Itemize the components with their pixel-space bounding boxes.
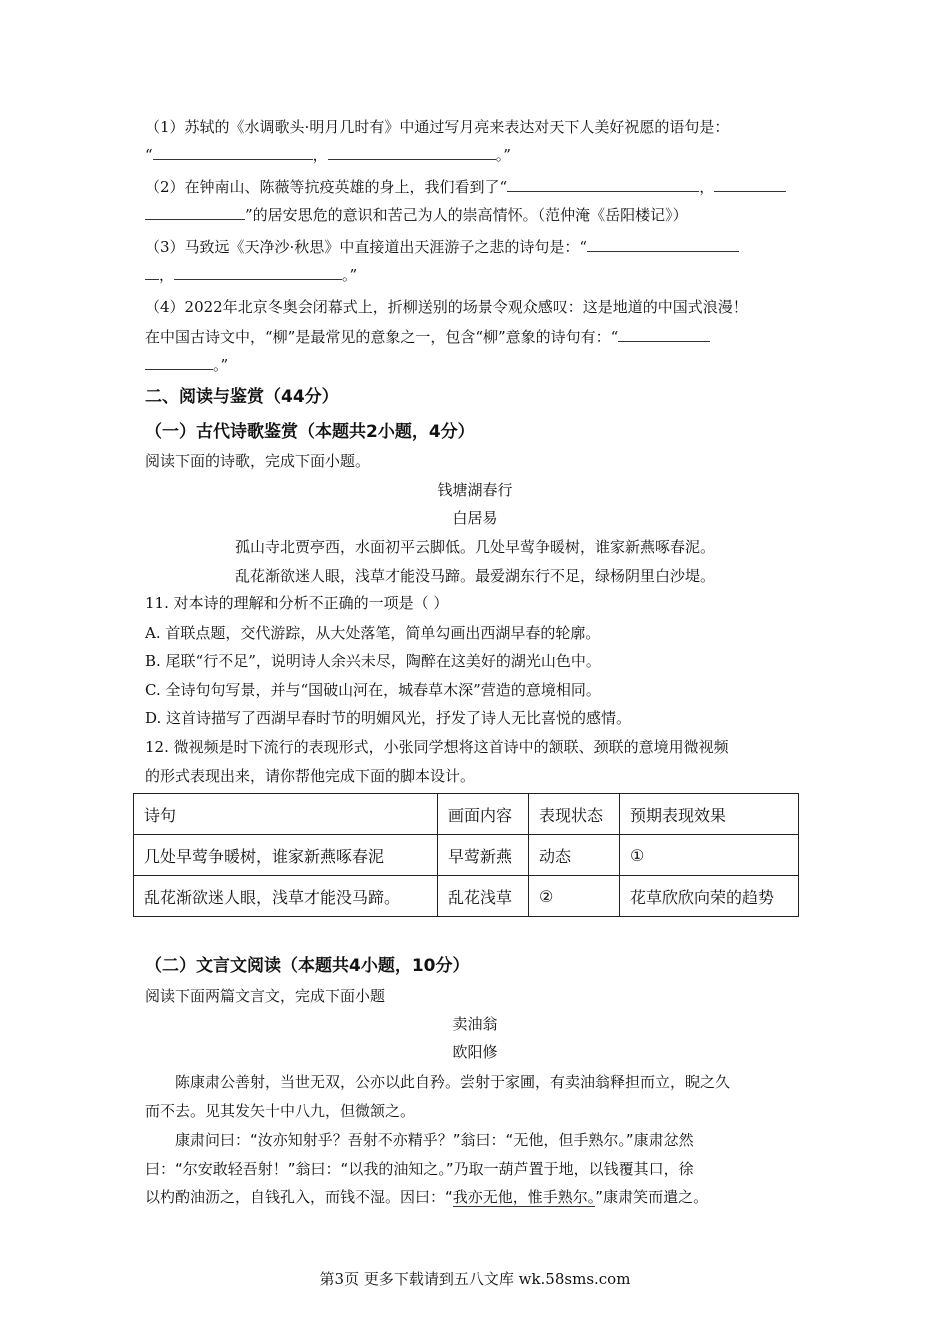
question-2-line-2 xyxy=(145,204,688,226)
table-cell: 几处早莺争暖树，谁家新燕啄春泥 xyxy=(134,835,438,876)
question-3-line-1 xyxy=(145,236,739,258)
table-cell-answer[interactable]: ② xyxy=(529,876,620,917)
essay-paragraph-1-line-1: 陈康肃公善射，当世无双，公亦以此自矜。尝射于家圃，有卖油翁释担而立，睨之久 xyxy=(175,1073,731,1091)
question-1-line-1: （1）苏轼的《水调歌头·明月几时有》中通过写月亮来表达对天下人美好祝愿的语句是： xyxy=(145,118,730,136)
table-row xyxy=(134,835,799,876)
question-12-line-1: 12. 微视频是时下流行的表现形式，小张同学想将这首诗中的颔联、颈联的意境用微视频 xyxy=(145,738,729,756)
answer-blank[interactable] xyxy=(145,204,245,220)
underlined-quote: 我亦无他，惟手熟尔。 xyxy=(452,1188,596,1206)
subsection-heading-classical: （二）文言文阅读（本题共4小题，10分） xyxy=(145,956,470,976)
script-table xyxy=(133,793,799,917)
table-header-row xyxy=(134,794,799,835)
quote-close: 。” xyxy=(213,356,229,374)
answer-blank[interactable] xyxy=(507,176,699,192)
table-cell: 乱花浅草 xyxy=(438,876,529,917)
answer-blank[interactable] xyxy=(145,354,213,370)
separator: ， xyxy=(699,178,715,196)
section-heading: 二、阅读与鉴赏（44分） xyxy=(145,387,339,407)
question-11-option-d[interactable]: D. 这首诗描写了西湖早春时节的明媚风光，抒发了诗人无比喜悦的感情。 xyxy=(145,709,632,727)
poem-line-1: 孤山寺北贾亭西，水面初平云脚低。几处早莺争暖树，谁家新燕啄春泥。 xyxy=(234,538,715,556)
table-cell: 早莺新燕 xyxy=(438,835,529,876)
essay-paragraph-2-line-1: 康肃问曰：“汝亦知射乎？吾射不亦精乎？”翁曰：“无他，但手熟尔。”康肃忿然 xyxy=(175,1131,694,1149)
table-cell: 花草欣欣向荣的趋势 xyxy=(620,876,799,917)
table-header: 诗句 xyxy=(134,794,438,835)
poem-author: 白居易 xyxy=(452,509,498,527)
table-cell: 乱花渐欲迷人眼，浅草才能没马蹄。 xyxy=(134,876,438,917)
table-header: 画面内容 xyxy=(438,794,529,835)
answer-blank[interactable] xyxy=(153,144,313,160)
question-11-option-c[interactable]: C. 全诗句句写景，并与“国破山河在，城春草木深”营造的意境相同。 xyxy=(145,681,601,699)
question-11: 11. 对本诗的理解和分析不正确的一项是（ ） xyxy=(145,594,449,612)
answer-blank[interactable] xyxy=(145,264,159,280)
question-2-text: （2）在钟南山、陈薇等抗疫英雄的身上，我们看到了“ xyxy=(145,178,508,196)
poetry-instructions: 阅读下面的诗歌，完成下面小题。 xyxy=(145,452,371,470)
quote-open: “ xyxy=(145,146,153,164)
poem-line-2: 乱花渐欲迷人眼，浅草才能没马蹄。最爱湖东行不足，绿杨阴里白沙堤。 xyxy=(234,567,715,585)
table-cell-answer[interactable]: ① xyxy=(620,835,799,876)
question-4-text: 在中国古诗文中，“柳”是最常见的意象之一，包含“柳”意象的诗句有：“ xyxy=(145,328,619,346)
table-row xyxy=(134,876,799,917)
answer-blank[interactable] xyxy=(618,326,710,342)
essay-author: 欧阳修 xyxy=(452,1043,498,1061)
question-4-line-2 xyxy=(145,326,710,348)
essay-paragraph-2-line-2: 曰：“尔安敢轻吾射！”翁曰：“以我的油知之。”乃取一葫芦置于地，以钱覆其口，徐 xyxy=(145,1160,694,1178)
answer-blank[interactable] xyxy=(587,236,739,252)
essay-paragraph-2-line-3 xyxy=(145,1186,708,1208)
question-3-line-2 xyxy=(145,264,357,286)
question-3-text: （3）马致远《天净沙·秋思》中直接道出天涯游子之悲的诗句是：“ xyxy=(145,238,587,256)
quote-close: 。” xyxy=(495,146,511,164)
table-header: 表现状态 xyxy=(529,794,620,835)
essay-text: ”康肃笑而遣之。 xyxy=(595,1188,709,1206)
answer-blank[interactable] xyxy=(714,176,786,192)
table-header: 预期表现效果 xyxy=(620,794,799,835)
answer-blank[interactable] xyxy=(328,144,496,160)
poem-title: 钱塘湖春行 xyxy=(437,481,513,499)
question-11-option-a[interactable]: A. 首联点题，交代游踪，从大处落笔，简单勾画出西湖早春的轮廓。 xyxy=(145,624,601,642)
question-4-line-3 xyxy=(145,354,228,376)
classical-instructions: 阅读下面两篇文言文，完成下面小题 xyxy=(145,987,386,1005)
table-cell: 动态 xyxy=(529,835,620,876)
separator: ， xyxy=(312,146,328,164)
question-2-line-1 xyxy=(145,176,786,198)
separator: ， xyxy=(159,266,175,284)
quote-close: 。” xyxy=(342,266,358,284)
subsection-heading-poetry: （一）古代诗歌鉴赏（本题共2小题，4分） xyxy=(145,422,475,442)
essay-paragraph-1-line-2: 而不去。见其发矢十中八九，但微颔之。 xyxy=(145,1102,416,1120)
question-11-option-b[interactable]: B. 尾联“行不足”，说明诗人余兴未尽，陶醉在这美好的湖光山色中。 xyxy=(145,652,601,670)
question-1-line-2 xyxy=(145,144,511,166)
question-4-line-1: （4）2022年北京冬奥会闭幕式上，折柳送别的场景令观众感叹：这是地道的中国式浪漫！ xyxy=(145,298,748,316)
question-12-line-2: 的形式表现出来，请你帮他完成下面的脚本设计。 xyxy=(145,767,476,785)
page-footer: 第3页 更多下载请到五八文库 wk.58sms.com xyxy=(319,1270,631,1288)
essay-text: 以杓酌油沥之，自钱孔入，而钱不湿。因曰：“ xyxy=(145,1188,453,1206)
question-2-tail: ”的居安思危的意识和苦己为人的崇高情怀。（范仲淹《岳阳楼记》） xyxy=(245,206,688,224)
essay-title: 卖油翁 xyxy=(452,1015,498,1033)
answer-blank[interactable] xyxy=(174,264,342,280)
